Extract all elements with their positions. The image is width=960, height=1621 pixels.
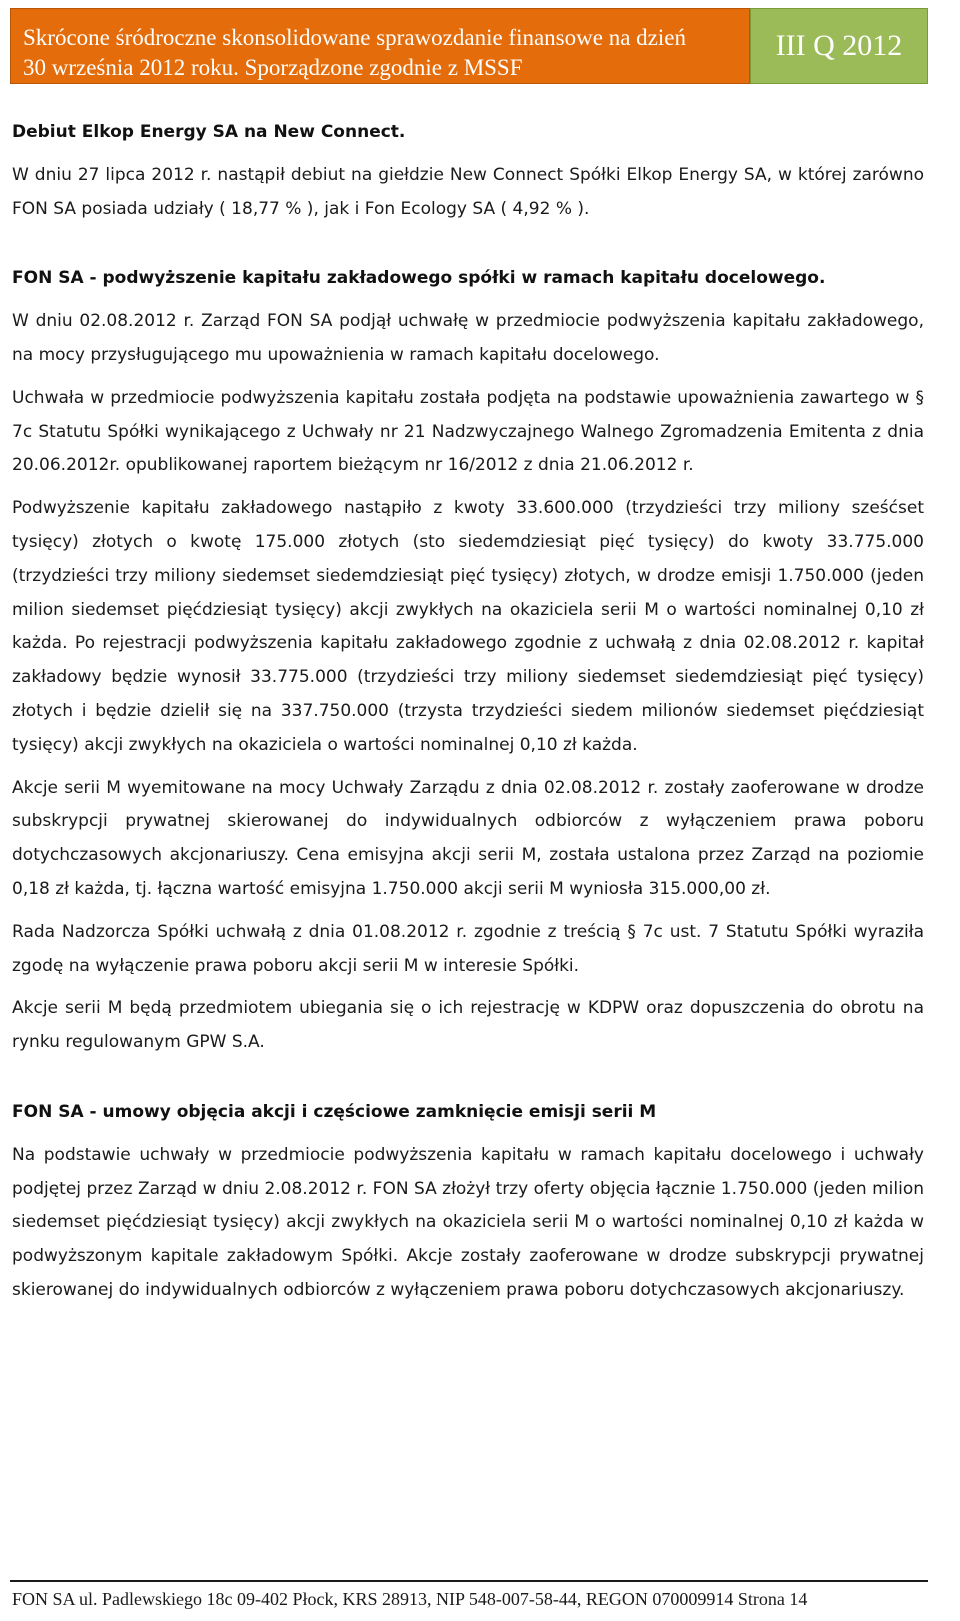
- document-body: [12, 116, 924, 1308]
- page-header: [10, 8, 928, 86]
- report-title-box: [10, 8, 750, 84]
- report-title-line-1: Skrócone śródroczne skonsolidowane sprawozdanie finansowe na dzień: [23, 25, 686, 50]
- quarter-box: [750, 8, 928, 84]
- footer-divider: [10, 1580, 928, 1582]
- capital-increase-paragraph-4: Akcje serii M wyemitowane na mocy Uchwały Zarządu z dnia 02.08.2012 r. zostały zaoferowane w drodze subskrypcji prywatnej skierowanej do indywidualnych odbiorców z wyłączeniem prawa poboru dotychczasowych akcjonariuszy. Cena emisyjna akcji serii M, została ustalona przez Zarząd na poziomie 0,18 zł każda, tj. łączna wartość emisyjna 1.750.000 akcji serii M wyniosła 315.000,00 zł.: [12, 777, 924, 899]
- page-footer: FON SA ul. Padlewskiego 18c 09-402 Płock, KRS 28913, NIP 548-007-58-44, REGON 070009914 Strona 14: [12, 1589, 808, 1609]
- capital-increase-heading: FON SA - podwyższenie kapitału zakładowego spółki w ramach kapitału docelowego.: [12, 268, 826, 289]
- capital-increase-paragraph-2: Uchwała w przedmiocie podwyższenia kapitału została podjęta na podstawie upoważnienia zawartego w § 7c Statutu Spółki wynikającego z Uchwały nr 21 Nadzwyczajnego Walnego Zgromadzenia Emitenta z dnia 20.06.2012r. opublikowanej raportem bieżącym nr 16/2012 z dnia 21.06.2012 r.: [12, 387, 924, 476]
- subscription-heading: FON SA - umowy objęcia akcji i częściowe zamknięcie emisji serii M: [12, 1101, 657, 1122]
- capital-increase-paragraph-3: Podwyższenie kapitału zakładowego nastąpiło z kwoty 33.600.000 (trzydzieści trzy miliony sześćset tysięcy) złotych o kwotę 175.000 złotych (sto siedemdziesiąt pięć tysięcy) do kwoty 33.775.000 (trzydzieści trzy miliony siedemset siedemdziesiąt pięć tysięcy) złotych, w drodze emisji 1.750.000 (jeden milion siedemset pięćdziesiąt tysięcy) akcji zwykłych na okaziciela serii M o wartości nominalnej 0,10 zł każda. Po rejestracji podwyższenia kapitału zakładowego zgodnie z uchwałą z dnia 02.08.2012 r. kapitał zakładowy będzie wynosił 33.775.000 (trzydzieści trzy miliony siedemset siedemdziesiąt pięć tysięcy) złotych i będzie dzielił się na 337.750.000 (trzysta trzydzieści siedem milionów siedemset pięćdziesiąt tysięcy) akcji zwykłych na okaziciela o wartości nominalnej 0,10 zł każda.: [12, 498, 924, 755]
- debut-paragraph: W dniu 27 lipca 2012 r. nastąpił debiut na giełdzie New Connect Spółki Elkop Energy SA, w której zarówno FON SA posiada udziały ( 18,77 % ), jak i Fon Ecology SA ( 4,92 % ).: [12, 164, 924, 219]
- capital-increase-paragraph-6: Akcje serii M będą przedmiotem ubiegania się o ich rejestrację w KDPW oraz dopuszczenia do obrotu na rynku regulowanym GPW S.A.: [12, 998, 924, 1053]
- capital-increase-paragraph-1: W dniu 02.08.2012 r. Zarząd FON SA podjął uchwałę w przedmiocie podwyższenia kapitału zakładowego, na mocy przysługującego mu upoważnienia w ramach kapitału docelowego.: [12, 311, 924, 365]
- subscription-paragraph: Na podstawie uchwały w przedmiocie podwyższenia kapitału w ramach kapitału docelowego i uchwały podjętej przez Zarząd w dniu 2.08.2012 r. FON SA złożył trzy oferty objęcia łącznie 1.750.000 (jeden milion siedemset pięćdziesiąt tysięcy) akcji zwykłych na okaziciela serii M o wartości nominalnej 0,10 zł każda w podwyższonym kapitale zakładowym Spółki. Akcje zostały zaoferowane w drodze subskrypcji prywatnej skierowanej do indywidualnych odbiorców z wyłączeniem prawa poboru dotychczasowych akcjonariuszy.: [12, 1144, 924, 1300]
- quarter-label: III Q 2012: [775, 29, 903, 62]
- report-title-line-2: 30 września 2012 roku. Sporządzone zgodnie z MSSF: [23, 55, 523, 80]
- capital-increase-paragraph-5: Rada Nadzorcza Spółki uchwałą z dnia 01.08.2012 r. zgodnie z treścią § 7c ust. 7 Statutu Spółki wyraziła zgodę na wyłączenie prawa poboru akcji serii M w interesie Spółki.: [12, 921, 924, 976]
- debut-heading: Debiut Elkop Energy SA na New Connect.: [12, 122, 406, 142]
